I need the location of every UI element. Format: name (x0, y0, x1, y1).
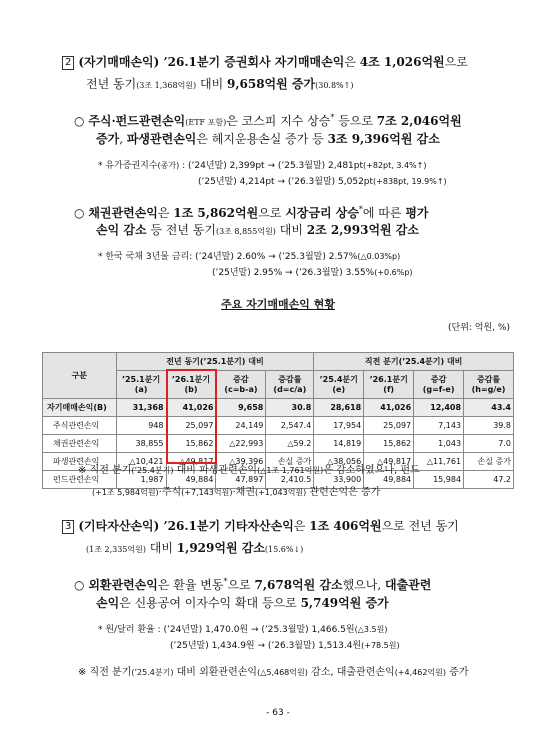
text: 시장금리 상승 (285, 206, 359, 220)
text: (+4,462억원) (394, 668, 446, 677)
cell: 47,897 (216, 471, 266, 489)
column-header: ’25.1분기 (a) (116, 371, 166, 399)
text: : (’24년말) 2,399pt → (’25.3월말) 2,481pt (179, 161, 364, 171)
text: (3조 1,368억원) (136, 81, 197, 90)
text: * 유가증권지수 (98, 161, 158, 171)
text: 기타자산손익 (224, 519, 294, 533)
cell: 2,410.5 (266, 471, 314, 489)
table-row (43, 417, 514, 435)
text: 관련손익은 증가 (306, 487, 381, 498)
cell: △49,817 (166, 453, 216, 471)
text: (△3.5원) (354, 625, 388, 634)
text: (△1조 1,761억원) (257, 466, 324, 475)
text: 은 환율 변동 (157, 578, 224, 592)
text: 1,929억원 감소 (176, 541, 265, 555)
text: 대비 외환관련손익 (173, 667, 258, 678)
text: 대비 (275, 223, 307, 237)
column-header: 증감률 (d=c/a) (266, 371, 314, 399)
text: (기타자산손익) ’26.1분기 (78, 519, 225, 533)
text: 4조 1,026억원 (359, 55, 445, 69)
text: (△5,468억원) (257, 668, 308, 677)
cell: △49,817 (364, 453, 414, 471)
section-2-line-2 (86, 74, 353, 96)
bullet-1-note-2 (198, 173, 447, 191)
bullet-1-line-2 (96, 129, 440, 149)
cell: 28,618 (314, 399, 364, 417)
text: 7,678억원 감소 (254, 578, 343, 592)
text: (자기매매손익) ’26.1분기 증권회사 (78, 55, 275, 69)
cell: 2,547.4 (266, 417, 314, 435)
cell: 9,658 (216, 399, 266, 417)
cell: △59.2 (266, 435, 314, 453)
text: 1조 5,862억원 (173, 206, 259, 220)
table-row (43, 399, 514, 417)
text: 은 감소하였으나, 펀드 (323, 465, 420, 476)
bullet-2-note-2 (212, 264, 413, 282)
text: 은 코스피 지수 상승 (226, 114, 331, 128)
cell: 15,862 (364, 435, 414, 453)
text: 손익 감소 (96, 223, 147, 237)
text: 7조 2,046억원 (376, 114, 462, 128)
text: (+838pt, 19.9%↑) (373, 177, 447, 186)
cell: △22,993 (216, 435, 266, 453)
text: 2조 2,993억원 감소 (306, 223, 419, 237)
row-label: 펀드관련손익 (43, 471, 117, 489)
text: (+0.6%p) (374, 268, 413, 277)
cell: 47.2 (464, 471, 514, 489)
text: 증가 (446, 667, 469, 678)
bullet-2-line-2 (96, 220, 419, 242)
bullet-icon: ○ (74, 114, 85, 128)
text: 은 신용공여 이자수익 확대 등으로 (119, 596, 301, 610)
text: 3조 9,396억원 감소 (327, 132, 440, 146)
header-gubun: 구분 (43, 353, 117, 399)
text: 9,658억원 증가 (226, 77, 316, 91)
text: (3조 8,855억원) (215, 227, 276, 236)
cell: 39.8 (464, 417, 514, 435)
text: 대비 (196, 77, 227, 91)
cell: 12,408 (414, 399, 464, 417)
row-label: 파생관련손익 (43, 453, 117, 471)
cell: △10,421 (116, 453, 166, 471)
bullet-3-line-2 (96, 593, 389, 613)
text: (종가) (157, 161, 180, 170)
table-note-line-1 (78, 462, 420, 479)
cell: 948 (116, 417, 166, 435)
bullet-icon: ○ (74, 206, 85, 220)
text: 으로 (444, 55, 468, 69)
text: (15.6%↓) (264, 545, 304, 554)
cell: 43.4 (464, 399, 514, 417)
text: 감소, 대출관련손익 (307, 667, 395, 678)
text: 전년 동기 (86, 77, 137, 91)
cell: 49,884 (166, 471, 216, 489)
section-number-box: 3 (62, 520, 74, 534)
header-group-prev-year: 전년 동기(’25.1분기) 대비 (116, 353, 314, 371)
section-2-line-1 (62, 52, 468, 72)
cell: 17,954 (314, 417, 364, 435)
text: ※ 직전 분기 (78, 465, 132, 476)
text: (’25년말) 4,214pt → (’26.3월말) 5,052pt (198, 177, 374, 187)
text: 은 (344, 55, 360, 69)
table-title: 주요 자기매매손익 현황 (221, 298, 335, 311)
footnote-mark: * (330, 113, 335, 122)
text: (30.8%↑) (315, 81, 354, 90)
text: (’25.4분기) (131, 466, 174, 475)
bullet-icon: ○ (74, 578, 85, 592)
table-note-line-2 (92, 484, 380, 501)
text: , (119, 132, 127, 146)
row-label: 채권관련손익 (43, 435, 117, 453)
text: 에 따른 (362, 206, 406, 220)
text: (+78.5원) (361, 641, 400, 650)
cell: 15,984 (414, 471, 464, 489)
cell: 38,855 (116, 435, 166, 453)
cell: 15,862 (166, 435, 216, 453)
text: 외환관련손익 (88, 578, 158, 592)
text: 채권관련손익 (88, 206, 158, 220)
text: 으로 (258, 206, 286, 220)
text: 평가 (405, 206, 429, 220)
column-header: 증감 (c=b-a) (216, 371, 266, 399)
cell: 손실 증가 (464, 453, 514, 471)
text: (ETF 포함) (185, 118, 227, 127)
bullet-3-note-2 (170, 637, 400, 655)
row-label: 자기매매손익(B) (43, 399, 117, 417)
text: 대비 파생관련손익 (173, 465, 258, 476)
cell: 24,149 (216, 417, 266, 435)
text: 증가 (96, 132, 120, 146)
text: 은 (293, 519, 310, 533)
text: (’25년말) 1,434.9원 → (’26.3월말) 1,513.4원 (170, 641, 362, 651)
text: (△0.03%p) (357, 252, 401, 261)
table-row (43, 435, 514, 453)
text: ※ 직전 분기 (78, 667, 132, 678)
column-header: ’26.1분기 (b) (166, 371, 216, 399)
column-header: 증감 (g=f-e) (414, 371, 464, 399)
text: 대출관련 (385, 578, 432, 592)
text: (’25년말) 2.95% → (’26.3월말) 3.55% (212, 268, 375, 278)
text: 은 헤지운용손실 증가 등 (196, 132, 328, 146)
cell: 30.8 (266, 399, 314, 417)
text: (’25.4분기) (131, 668, 174, 677)
highlight-box (166, 369, 217, 464)
cell: 14,819 (314, 435, 364, 453)
cell: △38,056 (314, 453, 364, 471)
cell: 31,368 (116, 399, 166, 417)
text: ·주식 (158, 487, 182, 498)
cell: △11,761 (414, 453, 464, 471)
text: * 원/달러 환율 : (’24년말) 1,470.0원 → (’25.3월말) 1,466.5원 (98, 625, 355, 635)
row-label: 주식관련손익 (43, 417, 117, 435)
section-number-box: 2 (62, 56, 74, 70)
text: (+82pt, 3.4%↑) (363, 161, 427, 170)
text: (+1조 5,984억원) (92, 488, 159, 497)
cell: △39,396 (216, 453, 266, 471)
text: 1조 406억원 (309, 519, 382, 533)
cell: 1,987 (116, 471, 166, 489)
text: 손익 (96, 596, 120, 610)
text: 파생관련손익 (126, 132, 197, 146)
column-header: 증감률 (h=g/e) (464, 371, 514, 399)
text: 대비 (145, 541, 177, 555)
cell: 49,884 (364, 471, 414, 489)
column-header: ’25.4분기 (e) (314, 371, 364, 399)
text: (+7,143억원) (181, 488, 233, 497)
cell: 25,097 (166, 417, 216, 435)
cell: 7,143 (414, 417, 464, 435)
text: (1조 2,335억원) (86, 545, 146, 554)
text: 은 (157, 206, 174, 220)
cell: 41,026 (166, 399, 216, 417)
text: 등 전년 동기 (146, 223, 216, 237)
bullet-3-line-1 (74, 572, 431, 595)
text: 자기매매손익 (274, 55, 345, 69)
column-header: ’26.1분기 (f) (364, 371, 414, 399)
text: 5,749억원 증가 (300, 596, 389, 610)
cell: 41,026 (364, 399, 414, 417)
text: 했으나, (342, 578, 385, 592)
text: * 한국 국채 3년물 금리: (’24년말) 2.60% → (’25.3월말) 2.57% (98, 252, 358, 262)
cell: 33,900 (314, 471, 364, 489)
text: 등으로 (334, 114, 377, 128)
section-3-line-2 (86, 538, 303, 560)
final-note (78, 664, 469, 681)
footnote-mark: * (223, 577, 228, 586)
text: 주식·펀드관련손익 (88, 114, 186, 128)
text: 으로 (227, 578, 255, 592)
section-3-line-1 (62, 516, 459, 536)
header-group-prev-quarter: 직전 분기(’25.4분기) 대비 (314, 353, 514, 371)
cell: 7.0 (464, 435, 514, 453)
table-unit: (단위: 억원, %) (448, 323, 510, 333)
cell: 손실 증가 (266, 453, 314, 471)
text: ·채권 (232, 487, 255, 498)
page-number: - 63 - (266, 708, 290, 718)
cell: 25,097 (364, 417, 414, 435)
cell: 1,043 (414, 435, 464, 453)
footnote-mark: * (358, 205, 363, 214)
text: 으로 전년 동기 (381, 519, 459, 533)
text: (+1,043억원) (254, 488, 307, 497)
